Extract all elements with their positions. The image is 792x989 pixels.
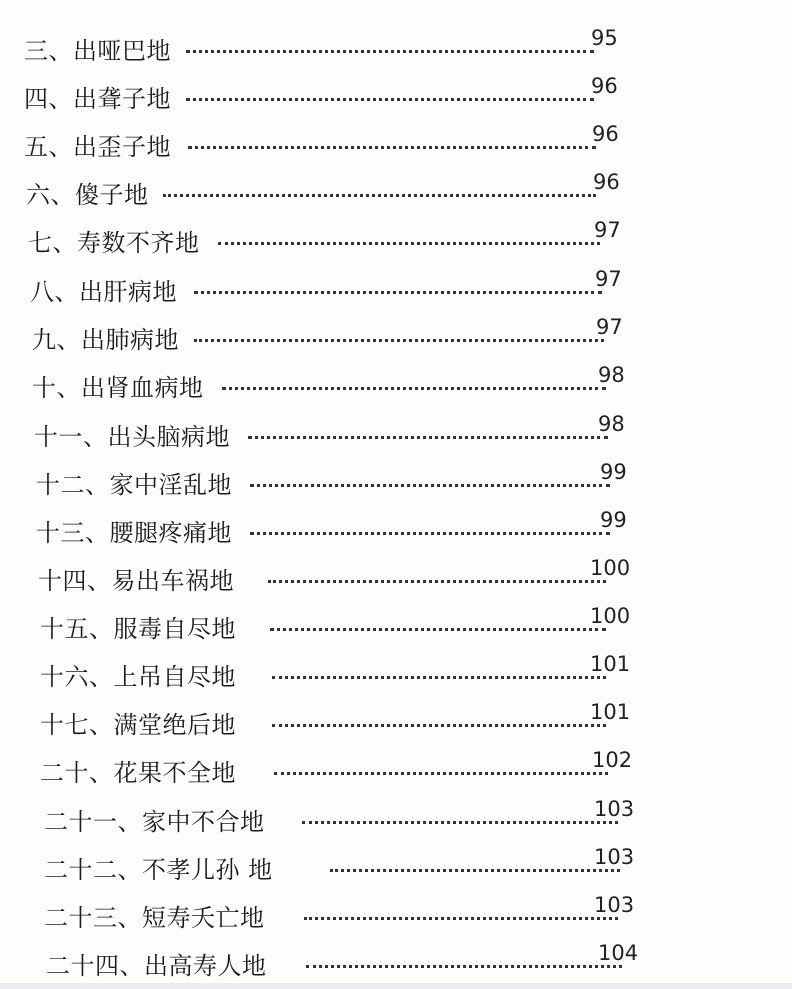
dot-leader <box>163 180 596 197</box>
toc-entry-page-number: 100 <box>590 556 631 580</box>
dot-leader <box>194 325 604 342</box>
toc-entry-title: 十一、出头脑病地 <box>34 423 230 451</box>
toc-entry <box>32 315 632 363</box>
dot-leader <box>270 614 606 631</box>
toc-entry-page-number: 100 <box>590 604 631 628</box>
dot-leader <box>186 84 594 101</box>
toc-entry-page-number: 97 <box>595 267 622 291</box>
page-bottom-edge <box>0 983 792 989</box>
toc-entry-page-number: 97 <box>596 315 623 339</box>
dot-leader <box>250 518 610 535</box>
toc-entry-title: 十四、易出车祸地 <box>38 567 234 595</box>
toc-entry-page-number: 103 <box>594 893 635 917</box>
toc-entry-page-number: 96 <box>591 74 618 98</box>
toc-entry-title: 九、出肺病地 <box>32 326 179 354</box>
toc-entry-title: 二十三、短寿夭亡地 <box>44 904 265 932</box>
toc-entry-title: 二十四、出高寿人地 <box>46 952 267 980</box>
dot-leader <box>194 277 602 294</box>
toc-entry-page-number: 99 <box>600 508 627 532</box>
toc-entry-title: 六、傻子地 <box>26 181 149 209</box>
toc-entry-page-number: 101 <box>590 700 631 724</box>
dot-leader <box>248 422 608 439</box>
dot-leader <box>306 951 622 968</box>
toc-entry-page-number: 99 <box>600 460 627 484</box>
toc-entry <box>40 748 640 796</box>
dot-leader <box>274 758 608 775</box>
toc-entry <box>44 797 644 845</box>
toc-entry-title: 八、出肝病地 <box>30 278 177 306</box>
toc-entry-page-number: 102 <box>592 748 633 772</box>
toc-entry <box>24 26 624 74</box>
toc-entry <box>28 218 628 266</box>
toc-entry-page-number: 103 <box>594 797 635 821</box>
toc-entry-page-number: 101 <box>590 652 631 676</box>
toc-entry-page-number: 98 <box>598 412 625 436</box>
toc-entry <box>36 460 636 508</box>
toc-entry-title: 十、出肾血病地 <box>32 374 204 402</box>
toc-entry-page-number: 96 <box>593 170 620 194</box>
dot-leader <box>304 903 618 920</box>
toc-entry-title: 五、出歪子地 <box>24 133 171 161</box>
toc-entry-page-number: 103 <box>594 845 635 869</box>
toc-entry <box>24 74 624 122</box>
dot-leader <box>272 710 606 727</box>
dot-leader <box>302 807 618 824</box>
dot-leader <box>250 470 610 487</box>
toc-entry-title: 二十、花果不全地 <box>40 759 236 787</box>
toc-entry <box>40 652 640 700</box>
toc-entry-title: 十三、腰腿疼痛地 <box>36 519 232 547</box>
toc-entry-title: 三、出哑巴地 <box>24 37 171 65</box>
toc-entry <box>32 363 632 411</box>
toc-entry-title: 十五、服毒自尽地 <box>40 615 236 643</box>
toc-entry <box>40 604 640 652</box>
dot-leader <box>268 566 606 583</box>
toc-entry-title: 二十二、不孝儿孙 地 <box>44 856 273 884</box>
dot-leader <box>222 373 606 390</box>
toc-entry-page-number: 95 <box>591 26 618 50</box>
toc-entry <box>38 556 638 604</box>
toc-entry-title: 十七、满堂绝后地 <box>40 711 236 739</box>
toc-entry <box>40 700 640 748</box>
toc-entry-title: 二十一、家中不合地 <box>44 808 265 836</box>
dot-leader <box>330 855 620 872</box>
toc-entry <box>34 412 634 460</box>
toc-entry <box>24 122 624 170</box>
toc-entry <box>44 893 644 941</box>
toc-entry-title: 四、出聋子地 <box>24 85 171 113</box>
toc-entry <box>30 267 630 315</box>
toc-entry-title: 十二、家中淫乱地 <box>36 471 232 499</box>
toc-entry <box>36 508 636 556</box>
toc-entry-title: 七、寿数不齐地 <box>28 229 200 257</box>
dot-leader <box>188 132 596 149</box>
dot-leader <box>272 662 606 679</box>
toc-entry-page-number: 96 <box>592 122 619 146</box>
dot-leader <box>218 228 600 245</box>
toc-entry-page-number: 98 <box>598 363 625 387</box>
toc-entry <box>26 170 626 218</box>
dot-leader <box>186 36 594 53</box>
toc-entry-page-number: 104 <box>598 941 639 965</box>
toc-entry-title: 十六、上吊自尽地 <box>40 663 236 691</box>
toc-entry <box>44 845 644 893</box>
toc-entry-page-number: 97 <box>594 218 621 242</box>
